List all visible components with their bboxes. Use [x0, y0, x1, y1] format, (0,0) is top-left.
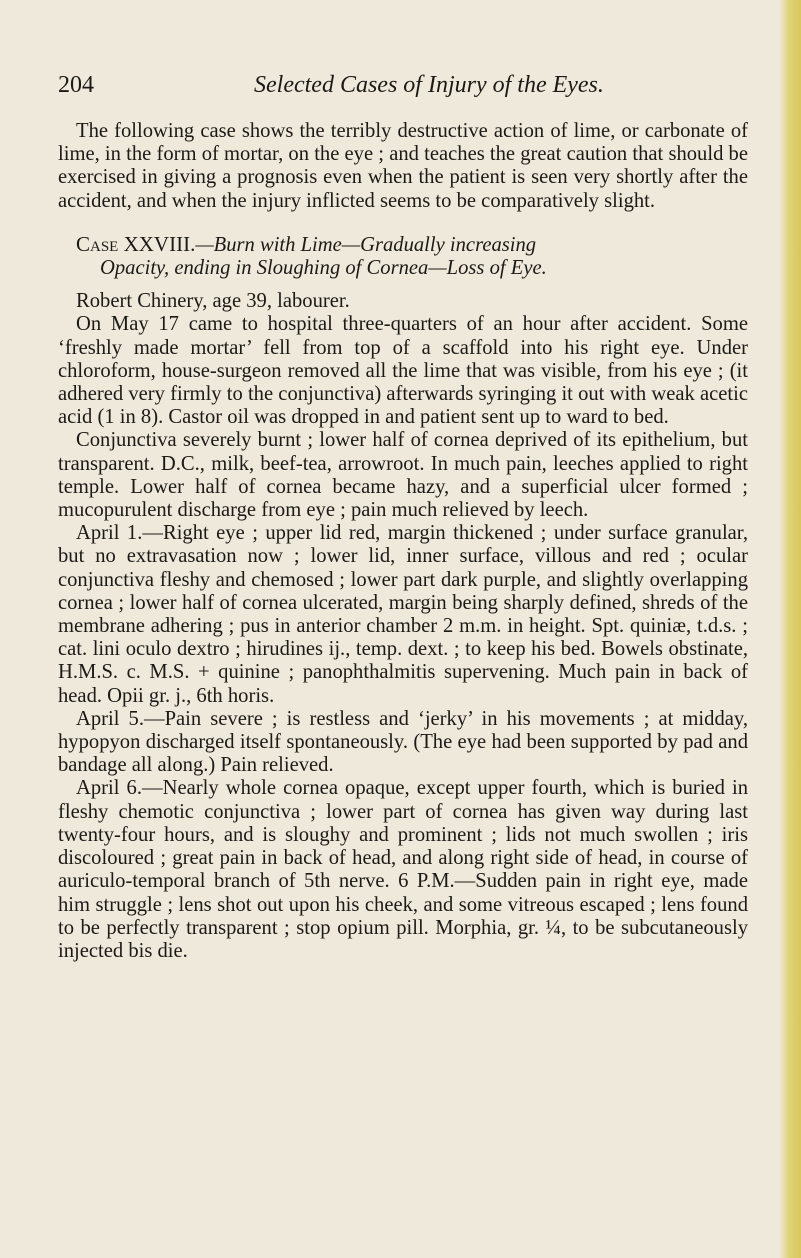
case-heading — [58, 233, 748, 280]
case-subtitle-line2: Opacity, ending in Sloughing of Cornea—Loss of Eye. — [100, 257, 547, 280]
case-subtitle-line1: —Burn with Lime—Gradually increasing — [195, 233, 537, 256]
page-header — [58, 72, 748, 106]
condition-paragraph: Conjunctiva severely burnt ; lower half of cornea deprived of its epithelium, but transparent. D.C., milk, beef-tea, arrowroot. In much pain, leeches applied to right temple. Lower half of cornea became hazy, and a superficial ulcer formed ; mucopurulent discharge from eye ; pain much relieved by leech. — [58, 429, 748, 522]
april-5-paragraph: April 5.—Pain severe ; is restless and ‘jerky’ in his movements ; at midday, hypopyon discharged itself spontaneously. (The eye had been supported by pad and bandage all along.) Pain relieved. — [58, 707, 748, 777]
patient-line: Robert Chinery, age 39, labourer. — [76, 290, 350, 313]
page-edge-tint — [779, 0, 801, 1258]
april-1-paragraph: April 1.—Right eye ; upper lid red, margin thickened ; under surface granular, but no extravasation now ; lower lid, inner surface, villous and red ; ocular conjunctiva fleshy and chemosed ; lower part dark purple, and slightly overlapping cornea ; lower half of cornea ulcerated, margin being sharply defined, shreds of the membrane adhering ; pus in anterior chamber 2 m.m. in height. Spt. quiniæ, t.d.s. ; cat. lini oculo dextro ; hirudines ij., temp. dext. ; to keep his bed. Bowels obstinate, H.M.S. c. M.S. + quinine ; panophthalmitis supervening. Much pain in back of head. Opii gr. j., 6th horis. — [58, 522, 748, 707]
book-page — [58, 72, 748, 963]
page-number: 204 — [58, 72, 94, 98]
intro-paragraph: The following case shows the terribly destructive action of lime, or carbonate of lime, in the form of mortar, on the eye ; and teaches the great caution that should be exercised in giving a prognosis even when the patient is seen very shortly after the accident, and when the injury inflicted seems to be comparatively slight. — [58, 120, 748, 212]
april-6-paragraph: April 6.—Nearly whole cornea opaque, except upper fourth, which is buried in fleshy chemotic conjunctiva ; lower part of cornea has given way during last twenty-four hours, and is sloughy and prominent ; lids not much swollen ; iris discoloured ; great pain in back of head, and along right side of head, in course of auriculo-temporal branch of 5th nerve. 6 P.M.—Sudden pain in right eye, made him struggle ; lens shot out upon his cheek, and some vitreous escaped ; lens found to be perfectly transparent ; stop opium pill. Morphia, gr. ¼, to be subcutaneously injected bis die. — [58, 777, 748, 962]
admission-paragraph: On May 17 came to hospital three-quarters of an hour after accident. Some ‘freshly made mortar’ fell from top of a scaffold into his right eye. Under chloroform, house-surgeon removed all the lime that was visible, from his eye ; (it adhered very firmly to the conjunctiva) afterwards syringing it out with weak acetic acid (1 in 8). Castor oil was dropped in and patient sent up to ward to bed. — [58, 313, 748, 429]
case-label: Case XXVIII. — [76, 231, 196, 256]
running-title: Selected Cases of Injury of the Eyes. — [254, 72, 604, 98]
